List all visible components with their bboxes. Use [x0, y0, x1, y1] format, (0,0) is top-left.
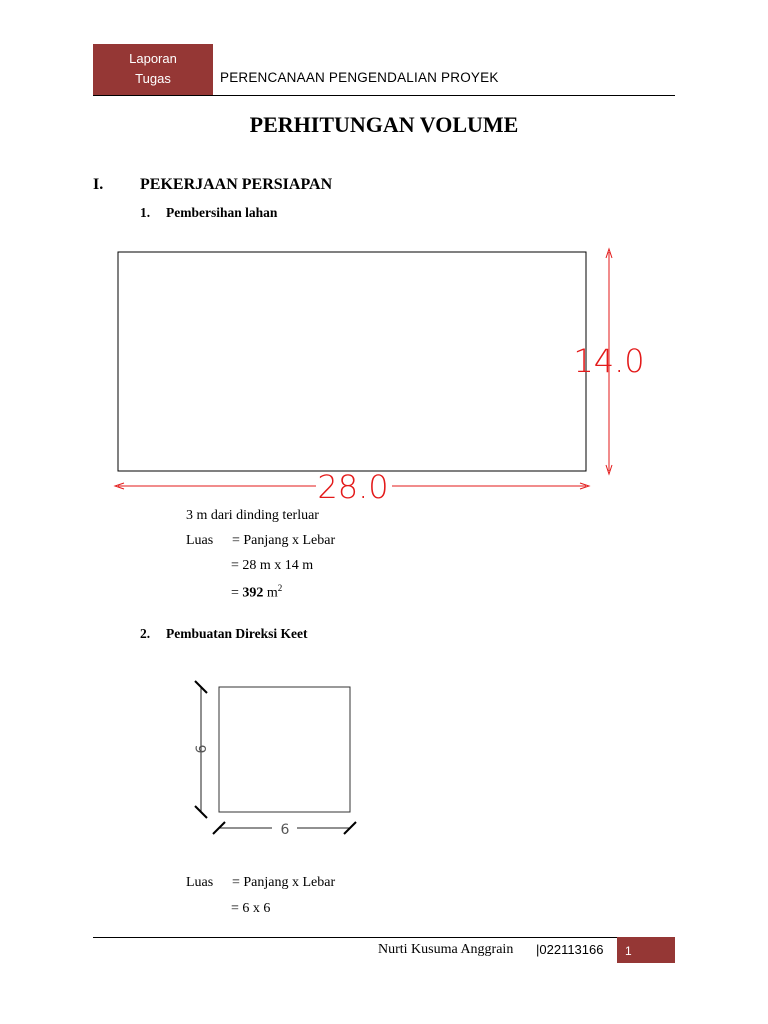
- item1-result-exponent: 2: [277, 583, 283, 593]
- item1-luas-row: [186, 533, 335, 549]
- item2-formula: = Panjang x Lebar: [232, 875, 336, 890]
- item2-luas-label: Luas: [186, 875, 214, 890]
- footer-page-number: 1: [617, 937, 675, 963]
- header-tab-line1: Laporan: [129, 51, 177, 66]
- section-number: I.: [93, 176, 104, 193]
- footer-divider: [93, 937, 675, 938]
- item1-result-value: 392: [242, 585, 264, 601]
- item1-formula: = Panjang x Lebar: [232, 533, 336, 548]
- keet-square: [219, 687, 350, 812]
- keet-height-label: 6: [194, 744, 210, 754]
- section-title: PEKERJAAN PERSIAPAN: [140, 176, 333, 193]
- item1-result-unit: m: [263, 585, 278, 601]
- page-title: PERHITUNGAN VOLUME: [249, 112, 519, 137]
- keet-drawing: [194, 681, 356, 838]
- site-plan-drawing: [115, 249, 645, 506]
- item1-calc: = 28 m x 14 m: [231, 558, 314, 573]
- item1-result: [231, 583, 282, 602]
- footer-student-id: |022113166: [536, 942, 604, 957]
- item2-calc: = 6 x 6: [231, 901, 271, 916]
- item2-luas-row: [186, 875, 335, 891]
- header-title: PERENCANAAN PENGENDALIAN PROYEK: [220, 70, 499, 85]
- item1-result-prefix: =: [231, 585, 243, 601]
- item2-title: Pembuatan Direksi Keet: [166, 626, 308, 641]
- keet-width-label: 6: [280, 822, 290, 838]
- item1-title: Pembersihan lahan: [166, 205, 278, 220]
- item1-number: 1.: [140, 205, 151, 220]
- item1-luas-label: Luas: [186, 533, 214, 548]
- site-rectangle: [118, 252, 586, 471]
- item1-note: 3 m dari dinding terluar: [186, 508, 319, 523]
- header-tab-line2: Tugas: [135, 71, 171, 86]
- footer-author: Nurti Kusuma Anggrain: [378, 942, 514, 957]
- height-dimension-label: 14.0: [573, 342, 645, 380]
- item2-number: 2.: [140, 626, 151, 641]
- width-dimension-label: 28.0: [317, 468, 389, 506]
- item2-heading: [140, 626, 308, 642]
